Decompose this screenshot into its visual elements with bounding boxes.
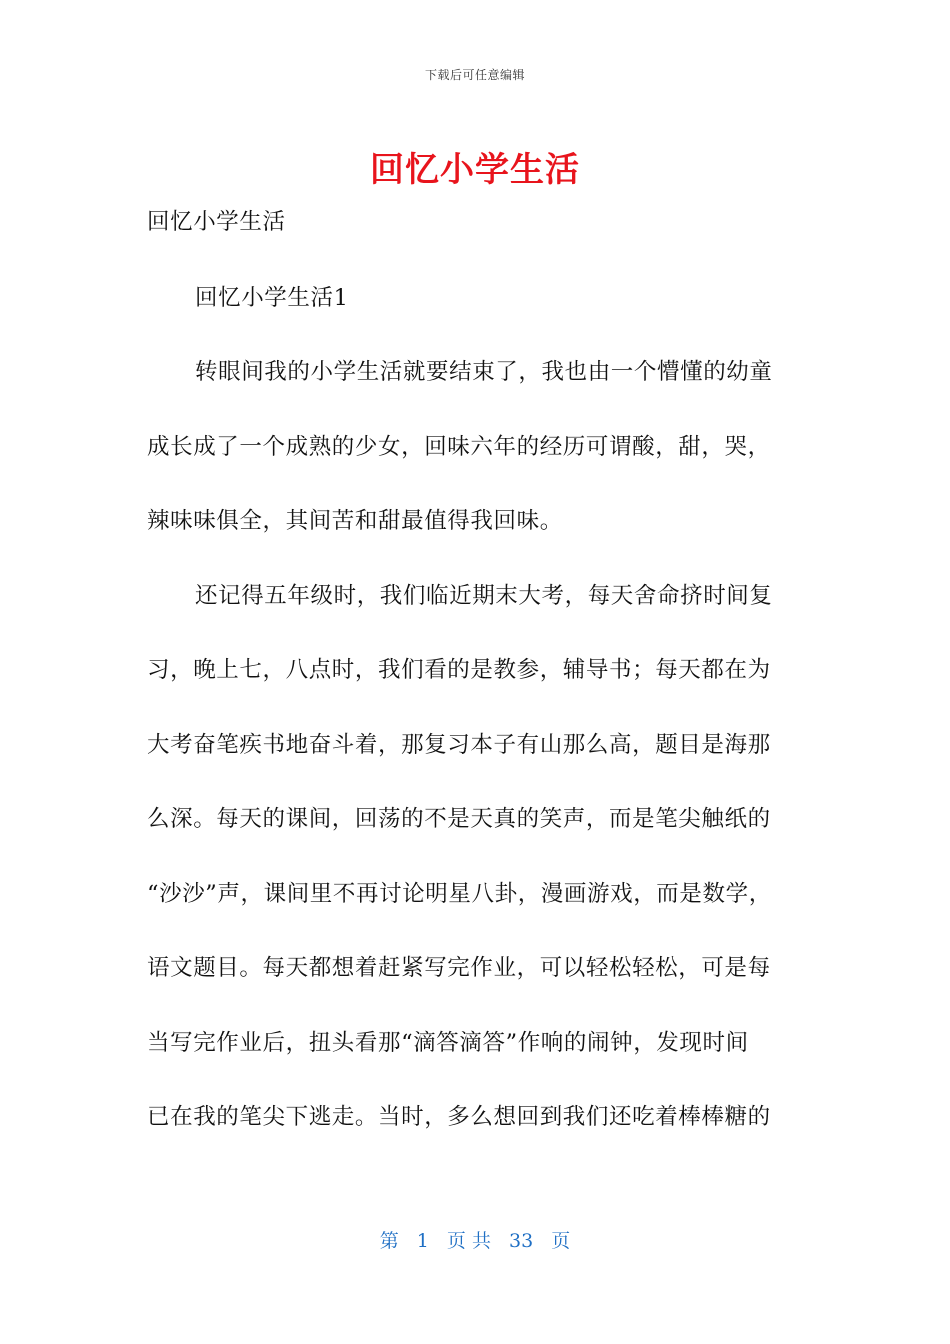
paragraph-line: 习，晚上七，八点时，我们看的是教参，辅导书；每天都在为 (147, 657, 771, 683)
footer-total-pages: 33 (509, 1230, 534, 1252)
paragraph-line: 还记得五年级时，我们临近期末大考，每天舍命挤时间复 (195, 583, 773, 609)
footer-prefix: 第 (379, 1230, 399, 1252)
paragraph-line: 成长成了一个成熟的少女，回味六年的经历可谓酸，甜，哭， (147, 434, 771, 460)
page-footer (0, 1226, 950, 1253)
paragraph-line: 语文题目。每天都想着赶紧写完作业，可以轻松轻松，可是每 (147, 955, 771, 981)
paragraph-line: 转眼间我的小学生活就要结束了，我也由一个懵懂的幼童 (195, 359, 773, 385)
paragraph-line: “沙沙”声，课间里不再讨论明星八卦，漫画游戏，而是数学， (147, 881, 772, 907)
section-heading: 回忆小学生活1 (195, 285, 349, 311)
footer-suffix: 页 (551, 1230, 571, 1252)
footer-page-number: 1 (416, 1230, 429, 1252)
paragraph-line: 已在我的笔尖下逃走。当时，多么想回到我们还吃着棒棒糖的 (147, 1104, 771, 1130)
paragraph-line: 当写完作业后，扭头看那“滴答滴答”作响的闹钟，发现时间 (147, 1030, 749, 1056)
paragraph-line: 大考奋笔疾书地奋斗着，那复习本子有山那么高，题目是海那 (147, 732, 771, 758)
document-title: 回忆小学生活 (370, 150, 580, 190)
paragraph-line: 辣味味俱全，其间苦和甜最值得我回味。 (147, 508, 563, 534)
document-subtitle: 回忆小学生活 (147, 209, 286, 235)
paragraph-line: 么深。每天的课间，回荡的不是天真的笑声，而是笔尖触纸的 (147, 806, 771, 832)
page-header-note: 下载后可任意编辑 (424, 68, 525, 82)
footer-middle: 页 共 (446, 1230, 491, 1252)
